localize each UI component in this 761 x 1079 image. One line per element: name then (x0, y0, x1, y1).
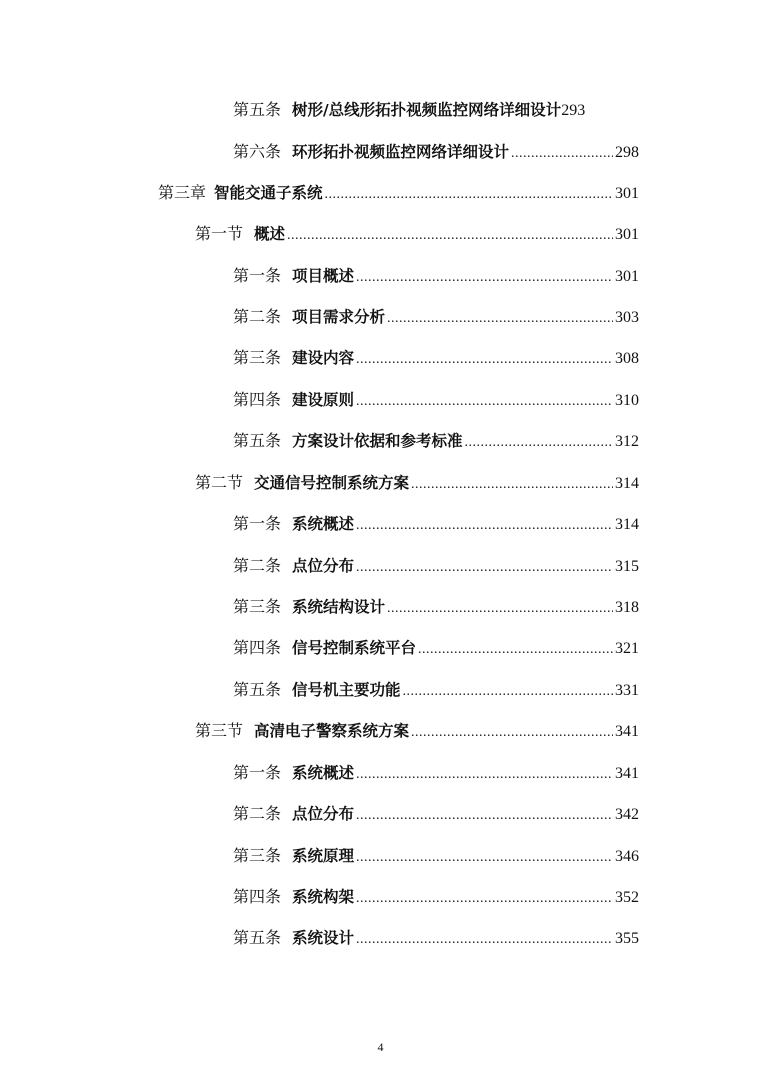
toc-entry[interactable] (233, 845, 639, 867)
toc-entry-page: 315 (615, 558, 639, 575)
toc-entry[interactable] (233, 389, 639, 411)
page-number-footer: 4 (377, 1040, 384, 1054)
toc-entry-page: 321 (615, 640, 639, 657)
toc-entry-page: 301 (615, 226, 639, 243)
toc-leader-dots (356, 929, 613, 951)
toc-entry[interactable] (233, 141, 639, 163)
toc-entry-title: 概述 (254, 225, 286, 243)
toc-entry-title: 系统概述 (292, 764, 355, 782)
toc-entry-number: 第三条 (233, 350, 282, 367)
toc-leader-dots (356, 888, 613, 910)
toc-entry[interactable] (233, 555, 639, 577)
toc-entry-number: 第二条 (233, 309, 282, 326)
toc-entry-number: 第六条 (233, 144, 282, 161)
toc-leader-dots (387, 308, 613, 330)
toc-entry-number: 第二条 (233, 558, 282, 575)
toc-entry-chapter[interactable] (158, 182, 639, 204)
toc-entry-title: 建设内容 (292, 349, 355, 367)
toc-entry-page: 342 (615, 806, 639, 823)
toc-entry-number: 第一节 (195, 226, 244, 243)
toc-entry-number: 第三节 (195, 723, 244, 740)
toc-leader-dots (356, 267, 613, 289)
toc-entry-title: 智能交通子系统 (214, 184, 323, 202)
toc-entry-section[interactable] (195, 223, 639, 245)
toc-entry-page: 310 (615, 392, 639, 409)
toc-entry[interactable] (233, 265, 639, 287)
toc-entry[interactable] (233, 99, 639, 121)
toc-entry-title: 系统原理 (292, 847, 355, 865)
toc-leader-dots (411, 474, 613, 496)
toc-entry-title: 项目概述 (292, 267, 355, 285)
toc-entry-number: 第三条 (233, 599, 282, 616)
toc-entry-title: 项目需求分析 (292, 308, 386, 326)
toc-entry-number: 第一条 (233, 268, 282, 285)
toc-entry-section[interactable] (195, 472, 639, 494)
toc-entry-number: 第五条 (233, 433, 282, 450)
toc-entry-number: 第四条 (233, 889, 282, 906)
toc-entry-title: 系统结构设计 (292, 598, 386, 616)
toc-leader-dots (325, 184, 613, 206)
toc-entry-title: 信号机主要功能 (292, 681, 401, 699)
toc-leader-dots (356, 557, 613, 579)
toc-entry[interactable] (233, 306, 639, 328)
toc-entry-page: 298 (615, 144, 639, 161)
toc-entry[interactable] (233, 803, 639, 825)
toc-entry-page: 301 (615, 185, 639, 202)
toc-entry-page: 303 (615, 309, 639, 326)
toc-leader-dots (387, 598, 613, 620)
toc-leader-dots (403, 681, 613, 703)
toc-entry-section[interactable] (195, 720, 639, 742)
toc-entry-page: 314 (615, 516, 639, 533)
toc-entry[interactable] (233, 927, 639, 949)
toc-entry-page: 352 (615, 889, 639, 906)
toc-leader-dots (356, 515, 613, 537)
toc-leader-dots (356, 764, 613, 786)
toc-entry-number: 第四条 (233, 392, 282, 409)
toc-entry-title: 点位分布 (292, 557, 355, 575)
toc-entry-title: 点位分布 (292, 805, 355, 823)
toc-entry[interactable] (233, 596, 639, 618)
toc-leader-dots (465, 432, 613, 454)
toc-entry-page: 308 (615, 350, 639, 367)
toc-entry-title: 建设原则 (292, 391, 355, 409)
toc-leader-dots (356, 847, 613, 869)
toc-entry-number: 第一条 (233, 516, 282, 533)
toc-entry-number: 第三条 (233, 848, 282, 865)
toc-entry-page: 301 (615, 268, 639, 285)
toc-entry-page: 341 (615, 723, 639, 740)
toc-entry[interactable] (233, 430, 639, 452)
toc-leader-dots (287, 225, 613, 247)
toc-entry-title: 系统设计 (292, 929, 355, 947)
toc-entry[interactable] (233, 679, 639, 701)
toc-entry-page: 346 (615, 848, 639, 865)
toc-entry-title: 方案设计依据和参考标准 (292, 432, 463, 450)
toc-entry-title: 系统构架 (292, 888, 355, 906)
toc-entry-title: 系统概述 (292, 515, 355, 533)
toc-entry[interactable] (233, 886, 639, 908)
toc-entry[interactable] (233, 513, 639, 535)
toc-entry-title: 高清电子警察系统方案 (254, 722, 410, 740)
toc-entry-page: 331 (615, 682, 639, 699)
toc-entry-number: 第二条 (233, 806, 282, 823)
toc-entry-title: 交通信号控制系统方案 (254, 474, 410, 492)
toc-leader-dots (356, 805, 613, 827)
toc-entry-number: 第五条 (233, 930, 282, 947)
toc-leader-dots (511, 143, 613, 165)
toc-entry-number: 第一条 (233, 765, 282, 782)
toc-entry-title: 环形拓扑视频监控网络详细设计 (292, 143, 510, 161)
toc-entry-page: 314 (615, 475, 639, 492)
toc-entry-page: 341 (615, 765, 639, 782)
toc-entry-number: 第二节 (195, 475, 244, 492)
toc-entry[interactable] (233, 637, 639, 659)
toc-entry-page: 293 (561, 102, 586, 119)
toc-entry-title: 树形/总线形拓扑视频监控网络详细设计 (292, 101, 562, 119)
toc-leader-dots (418, 639, 613, 661)
toc-entry-title: 信号控制系统平台 (292, 639, 417, 657)
toc-entry-page: 318 (615, 599, 639, 616)
toc-entry-number: 第五条 (233, 682, 282, 699)
toc-leader-dots (356, 349, 613, 371)
toc-entry[interactable] (233, 762, 639, 784)
toc-leader-dots (356, 391, 613, 413)
toc-entry-number: 第五条 (233, 102, 282, 119)
toc-entry-number: 第四条 (233, 640, 282, 657)
toc-entry-page: 355 (615, 930, 639, 947)
toc-entry-page: 312 (615, 433, 639, 450)
toc-entry-number: 第三章 (158, 185, 207, 202)
toc-leader-dots (411, 722, 613, 744)
toc-entry[interactable] (233, 347, 639, 369)
